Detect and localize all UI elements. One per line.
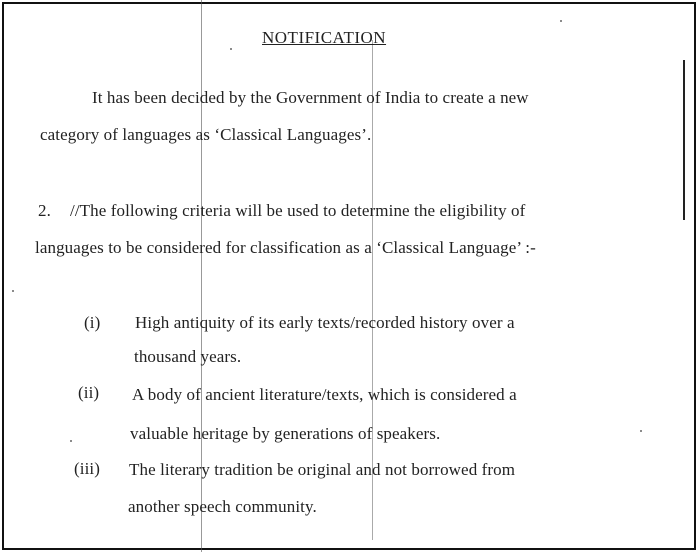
criterion-line-1: High antiquity of its early texts/recorded history over a <box>135 313 515 332</box>
criterion-numeral: (iii) <box>74 459 100 478</box>
scan-speck <box>70 440 72 442</box>
scan-speck <box>560 20 562 22</box>
paragraph-2-number: 2. <box>38 201 51 220</box>
document-title: NOTIFICATION <box>262 28 387 47</box>
scan-speck <box>230 48 232 50</box>
criterion-line-1: A body of ancient literature/texts, which is considered a <box>132 385 517 404</box>
criterion-line-1: The literary tradition be original and not borrowed from <box>129 460 516 479</box>
paragraph-2-line-2: languages to be considered for classification as a ‘Classical Language’ :- <box>35 238 536 257</box>
scan-speck <box>12 290 14 292</box>
criterion-line-2: another speech community. <box>128 497 317 516</box>
criterion-line-2: valuable heritage by generations of speakers. <box>130 424 441 443</box>
criterion-numeral: (ii) <box>78 383 100 402</box>
scan-speck <box>640 430 642 432</box>
paragraph-1-line-1: It has been decided by the Government of India to create a new <box>92 88 529 107</box>
criterion-numeral: (i) <box>84 313 101 332</box>
criterion-line-2: thousand years. <box>134 347 242 366</box>
paragraph-1-line-2: category of languages as ‘Classical Languages’. <box>40 125 372 144</box>
paragraph-2-line-1: //The following criteria will be used to determine the eligibility of <box>70 201 526 220</box>
scan-artifact-line <box>683 60 685 220</box>
